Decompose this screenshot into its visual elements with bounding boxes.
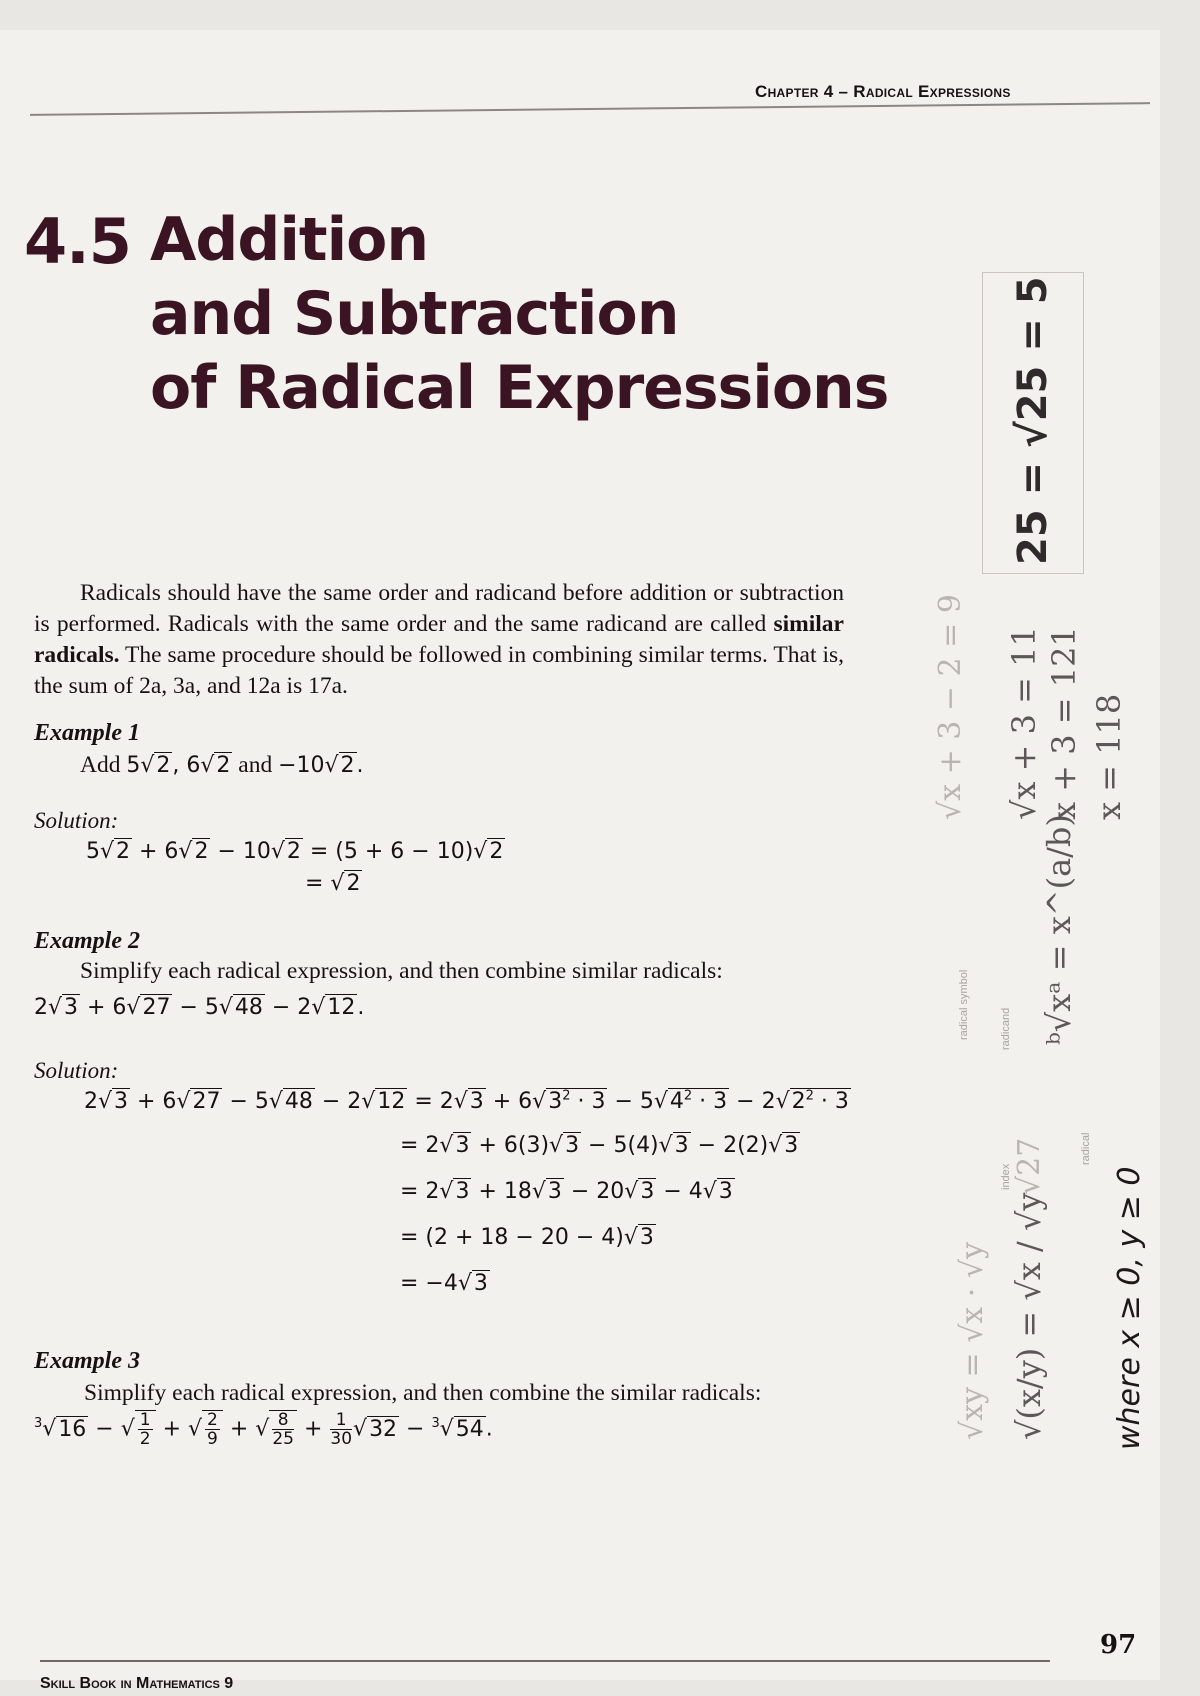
intro-term-similar-radicals: similar radicals. <box>34 611 844 668</box>
sidebar-quotient-rule: √(x/y) = √x / √y <box>1010 1192 1048 1440</box>
example-2-prompt: Simplify each radical expression, and then combine similar radicals: <box>80 958 723 984</box>
example-1-and: and <box>238 752 273 778</box>
sidebar-label-radicand: radicand <box>1000 1007 1012 1050</box>
footer-rule <box>40 1660 1050 1662</box>
example-1-prompt-verb: Add <box>80 752 121 778</box>
sidebar-eq-2: √x + 3 = 11 <box>1005 626 1043 820</box>
sidebar-label-radical-symbol: radical symbol <box>958 969 970 1040</box>
intro-text-1: Radicals should have the same order and radicand before addition or subtraction is performed. Radicals with the same order and the same radicand are called <box>34 580 844 637</box>
example-2-solution-line-4: = (2 + 18 − 20 − 4)√3 <box>400 1225 654 1250</box>
sidebar-label-index: index <box>1000 1163 1012 1190</box>
section-title-line-3: of Radical Expressions <box>150 353 889 423</box>
example-1-label: Example 1 <box>34 720 140 746</box>
example-3-prompt: Simplify each radical expression, and then combine the similar radicals: <box>84 1380 762 1406</box>
sidebar-box-rest: = √25 = 5 <box>1010 276 1056 496</box>
running-head: Chapter 4 – Radical Expressions <box>755 82 1011 101</box>
sidebar-product-rule: √xy = √x · √y <box>955 1242 990 1440</box>
example-3-label: Example 3 <box>34 1348 140 1374</box>
example-2-solution-line-3: = 2√3 + 18√3 − 20√3 − 4√3 <box>400 1179 733 1204</box>
sidebar-rational-exponent: ᵇ√xᵃ = x^(a/b) <box>1040 814 1078 1045</box>
section-title-line-2: and Subtraction <box>150 279 679 349</box>
example-1-solution-line-1: 5√2 + 6√2 − 10√2 = (5 + 6 − 10)√2 <box>86 839 504 864</box>
sidebar-box-base: 25 <box>1010 509 1056 565</box>
footer-book-title: Skill Book in Mathematics 9 <box>40 1675 234 1692</box>
example-2-solution-line-1: $2√3 + 6√27 - 5√48 - 2√12 = 2√3 + 6√3^2 \cdot 3 - 5√4^2 \cdot 3 - 2√2^2 \cdot 3$ <box>84 1088 849 1114</box>
example-1-terms: 5√2, 6√2 <box>126 753 231 778</box>
intro-text-2: The same procedure should be followed in combining similar terms. That is, the sum of 2a, 3a, and 12a is 17a. <box>34 642 844 699</box>
example-1-last-term: −10√2. <box>278 753 364 778</box>
example-2-solution-line-2: = 2√3 + 6(3)√3 − 5(4)√3 − 2(2)√3 <box>400 1133 799 1158</box>
sidebar-eq-1: √x + 3 − 2 = 9 <box>933 594 968 820</box>
page-number: 97 <box>1100 1630 1137 1660</box>
textbook-page <box>0 30 1160 1692</box>
example-2-label: Example 2 <box>34 928 140 954</box>
sidebar-eq-4: x = 118 <box>1090 693 1128 820</box>
intro-paragraph <box>34 578 844 702</box>
section-number: 4.5 <box>24 205 131 278</box>
example-1-solution-label: Solution: <box>34 808 119 833</box>
example-3-expression: $^3$√16 − √ $\frac{1}{2}$ + √ $\frac{2}{9}$ + √ $\frac{8}{25}$ + $\frac{1}{30}$ √32 − $^3$√54. <box>34 1410 493 1449</box>
example-2-expression: 2√3 + 6√27 − 5√48 − 2√12. <box>34 995 365 1020</box>
example-1-prompt <box>80 752 364 779</box>
sidebar-radical-27: √27 <box>1012 1137 1047 1195</box>
sidebar-label-radical: radical <box>1080 1132 1092 1165</box>
sidebar-where-condition: where x ≥ 0, y ≥ 0 <box>1112 1166 1147 1450</box>
header-rule <box>30 102 1150 116</box>
sidebar-eq-3: x + 3 = 121 <box>1045 626 1083 820</box>
example-2-solution-label: Solution: <box>34 1058 119 1083</box>
sidebar-box-equation <box>1010 276 1056 565</box>
example-1-solution-line-2: = √2 <box>305 871 361 896</box>
section-title-line-1: Addition <box>150 205 429 275</box>
example-2-solution-line-5: = −4√3 <box>400 1271 488 1296</box>
